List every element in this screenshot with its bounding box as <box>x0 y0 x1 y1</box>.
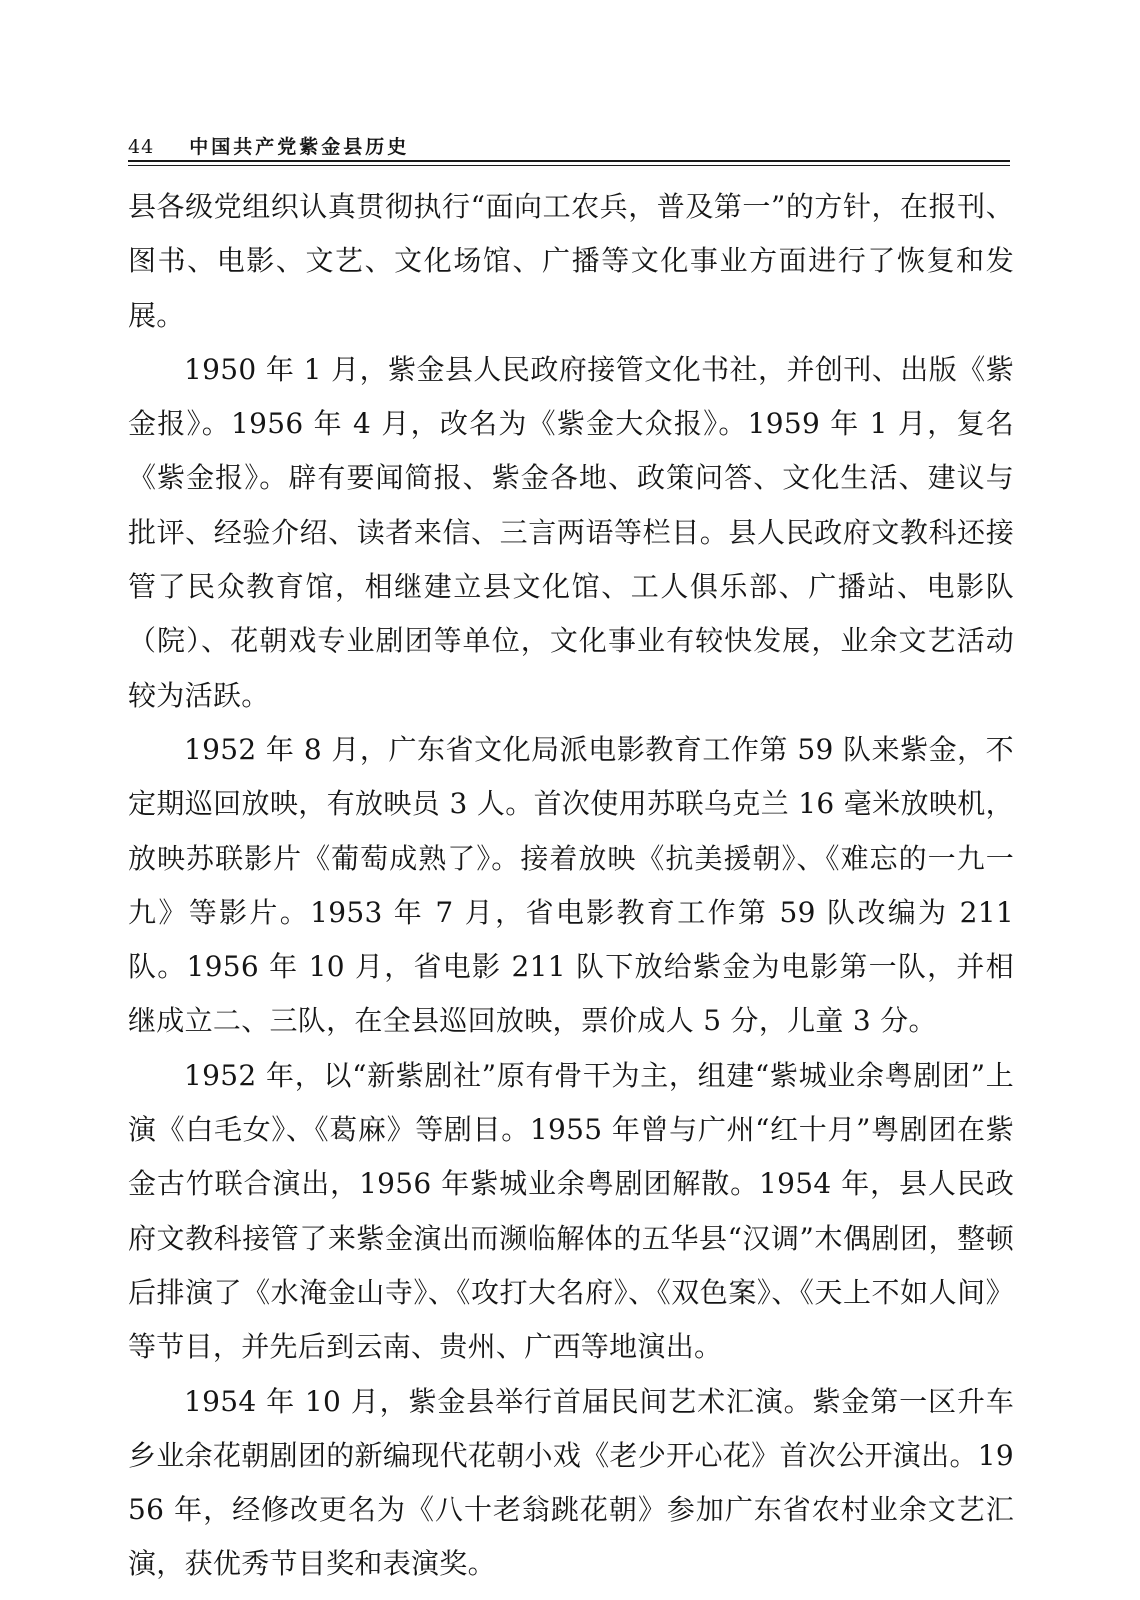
paragraph-5: 1954 年 10 月，紫金县举行首届民间艺术汇演。紫金第一区升车乡业余花朝剧团的新编现代花朝小戏《老少开心花》首次公开演出。1956 年，经修改更名为《八十老翁跳花朝》参加广东省农村业余文艺汇演，获优秀节目奖和表演奖。 <box>128 1384 1014 1581</box>
header-rule-thick <box>128 160 1010 162</box>
book-title: 中国共产党紫金县历史 <box>189 136 410 158</box>
paragraph-2: 1950 年 1 月，紫金县人民政府接管文化书社，并创刊、出版《紫金报》。1956 年 4 月，改名为《紫金大众报》。1959 年 1 月，复名《紫金报》。辟有要闻简报、紫金各地、政策问答、文化生活、建议与批评、经验介绍、读者来信、三言两语等栏目。县人民政府文教科还接管了民众教育馆，相继建立县文化馆、工人俱乐部、广播站、电影队（院）、花朝戏专业剧团等单位，文化事业有较快发展，业余文艺活动较为活跃。 <box>128 352 1014 712</box>
header-rule-thin <box>128 165 1010 166</box>
body-text <box>128 180 1014 1592</box>
page-number: 44 <box>128 136 155 158</box>
paragraph-3: 1952 年 8 月，广东省文化局派电影教育工作第 59 队来紫金，不定期巡回放映，有放映员 3 人。首次使用苏联乌克兰 16 毫米放映机，放映苏联影片《葡萄成熟了》。接着放映《抗美援朝》、《难忘的一九一九》等影片。1953 年 7 月，省电影教育工作第 59 队改编为 211 队。1956 年 10 月，省电影 211 队下放给紫金为电影第一队，并相继成立二、三队，在全县巡回放映，票价成人 5 分，儿童 3 分。 <box>128 732 1014 1038</box>
paragraph-1: 县各级党组织认真贯彻执行“面向工农兵，普及第一”的方针，在报刊、图书、电影、文艺、文化场馆、广播等文化事业方面进行了恢复和发展。 <box>128 190 1014 332</box>
paragraph-4: 1952 年，以“新紫剧社”原有骨干为主，组建“紫城业余粤剧团”上演《白毛女》、《葛麻》等剧目。1955 年曾与广州“红十月”粤剧团在紫金古竹联合演出，1956 年紫城业余粤剧团解散。1954 年，县人民政府文教科接管了来紫金演出而濒临解体的五华县“汉调”木偶剧团，整顿后排演了《水淹金山寺》、《攻打大名府》、《双色案》、《天上不如人间》等节目，并先后到云南、贵州、广西等地演出。 <box>128 1058 1014 1364</box>
